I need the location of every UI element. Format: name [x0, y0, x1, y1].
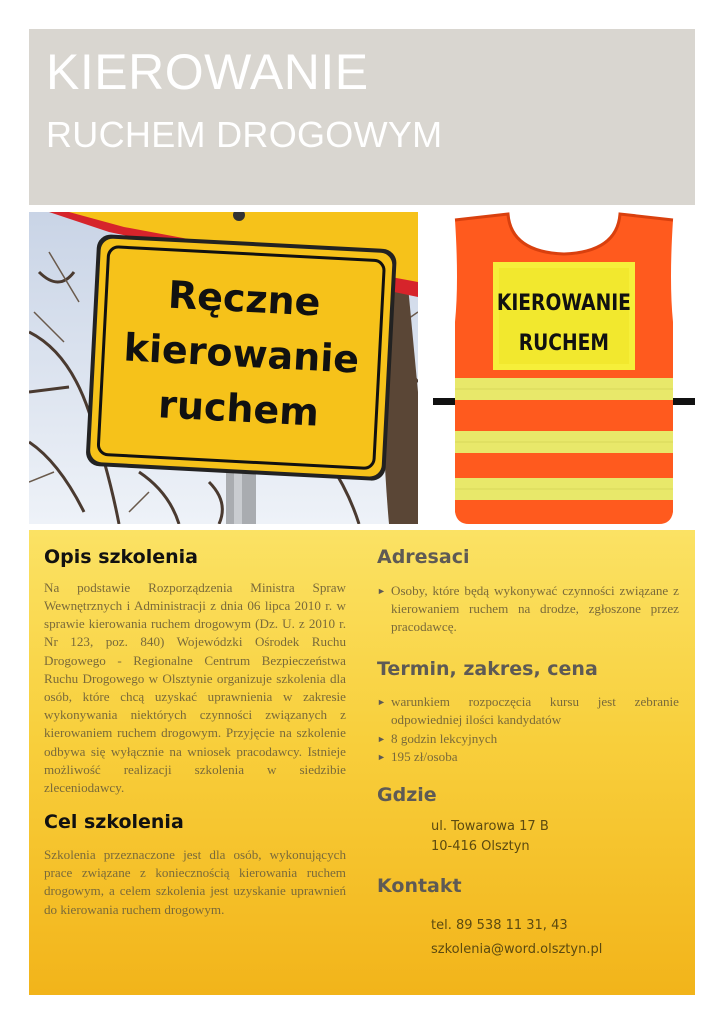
street-address: ul. Towarowa 17 B	[431, 818, 549, 834]
bullet-arrow-icon: ►	[377, 585, 386, 596]
list-item: ► warunkiem rozpoczęcia kursu jest zebranie odpowiedniej ilości kandydatów	[377, 694, 679, 728]
address-block	[377, 817, 679, 857]
content-panel	[29, 530, 695, 995]
list-item: ► Osoby, które będą wykonywać czynności związane z kierowaniem ruchem na drodze, zgłoszone przez pracodawcę.	[377, 582, 679, 635]
adresaci-list	[377, 582, 679, 637]
vest-text-line1: KIEROWANIE	[496, 289, 631, 316]
kontakt-heading: Kontakt	[377, 874, 462, 897]
bullet-arrow-icon: ►	[377, 697, 386, 708]
traffic-sign-illustration	[29, 212, 418, 524]
termin-heading: Termin, zakres, cena	[377, 658, 598, 681]
contact-block	[377, 914, 679, 962]
list-item: ► 8 godzin lekcyjnych	[377, 730, 679, 748]
right-column	[377, 546, 679, 962]
bullet-arrow-icon: ►	[377, 733, 386, 744]
gdzie-heading: Gdzie	[377, 784, 437, 807]
cel-text: Szkolenia przeznaczone jest dla osób, wykonujących prace związane z koniecznością kierowania ruchem drogowym, a celem szkolenia jest uzyskanie uprawnień do kierowania ruchem drogowym.	[44, 847, 346, 917]
sign-text-line1: Ręczne	[167, 272, 322, 325]
vest-text-line2: RUCHEM	[518, 329, 610, 356]
termin-list	[377, 693, 679, 766]
phone-number: tel. 89 538 11 31, 43	[431, 917, 568, 933]
bullet-arrow-icon: ►	[377, 751, 386, 762]
page-title: KIEROWANIE	[46, 44, 369, 100]
photo-strip	[29, 212, 695, 528]
sign-text-line2: kierowanie	[122, 325, 361, 382]
opis-text: Na podstawie Rozporządzenia Ministra Spraw Wewnętrznych i Administracji z dnia 06 lipca 2010 r. w sprawie kierowania ruchem drogowym (Dz. U. z 2010 r. Nr 123, poz. 840) Wojewódzki Ośrodek Ruchu Drogowego - Regionalne Centrum Bezpieczeństwa Ruchu Drogowego w Olsztynie organizuje szkolenia dla osób, które chcą uzyskać uprawnienia w zakresie wykonywania niektórych czynności związanych z kierowaniem ruchem drogowym. Przyjęcie na szkolenie odbywa się wyłącznie na wniosek pracodawcy. Istnieje możliwość realizacji szkolenia w siedzibie zleceniodawcy.	[44, 579, 346, 796]
page-subtitle: RUCHEM DROGOWYM	[46, 114, 443, 155]
left-column	[44, 546, 346, 919]
adresaci-heading: Adresaci	[377, 546, 470, 568]
safety-vest-photo	[433, 212, 695, 528]
sign-text-line3: ruchem	[157, 382, 320, 435]
list-item: ► 195 zł/osoba	[377, 748, 679, 766]
cel-heading: Cel szkolenia	[44, 811, 184, 834]
safety-vest-illustration	[433, 212, 695, 528]
header-banner	[29, 29, 695, 205]
opis-heading: Opis szkolenia	[44, 546, 198, 568]
traffic-sign-photo	[29, 212, 418, 524]
email-link[interactable]: szkolenia@word.olsztyn.pl	[431, 941, 603, 957]
postal-city: 10-416 Olsztyn	[431, 838, 530, 854]
